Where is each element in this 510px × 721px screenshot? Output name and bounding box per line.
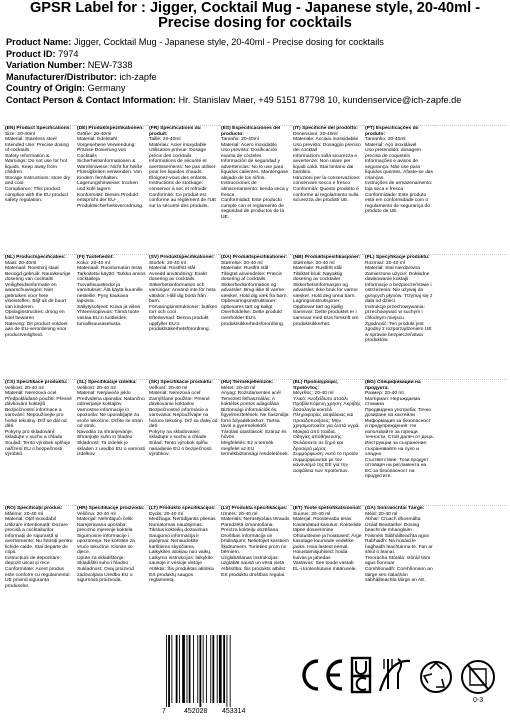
barcode-bar <box>166 635 167 707</box>
language-line: Instrucciones de almacenamiento: tienda seca y fresca <box>221 181 290 198</box>
language-line: Avsedd användning: Exakt dosering av cocktails <box>149 271 209 283</box>
language-line: Conformidade: Este produto está em conformidade com o regulamento de segurança do produto da UE. <box>365 192 432 215</box>
language-line: Materiál: Nerezová oceľ <box>149 391 201 397</box>
language-line: Conformitate: Acest produs este conform cu regulamentul UE privind siguranța produselor. <box>5 567 71 589</box>
language-block <box>363 505 435 629</box>
language-block <box>3 254 75 379</box>
language-line: Megfelelés: Ez a termék megfelel az EU termékbiztonsági rendeletének. <box>221 441 289 458</box>
language-line: Tilsiktet bruk: Nøyaktig dosering av cocktailer <box>293 271 344 283</box>
barcode-bar <box>187 635 188 703</box>
language-block <box>75 379 147 505</box>
language-line: Instructions de stockage: conserver à sec et refroidir <box>149 181 207 193</box>
language-line: Hoiustamisjuhised: hoida kuivas ja jahedas <box>293 550 349 561</box>
food-safe-icon <box>380 659 410 691</box>
language-line: Zamierzone użycie: Dokładne dawkowanie koktajli <box>365 271 431 283</box>
language-line: Faisnéis Sábháilteachta agus Rabhaidh: Ná húsáid le haghaidh leachtanna te. Fan ar shiúl ó leanaí. <box>365 533 435 556</box>
language-line: Material: Edelstahl <box>77 137 118 143</box>
contact-value: Hr. Stanislav Maer, +49 5151 87798 10, kundenservice@ich-zapfe.de <box>178 94 462 105</box>
language-line: Tárolási utasítások: Száraz és hűvös <box>221 429 288 441</box>
language-line: Varnostne informacije in opozorila: Ne uporabljajte za vroče tekočine. Držite se stran od otrok. <box>77 407 145 430</box>
language-heading: (CS) Specifikace produktu: <box>5 380 68 385</box>
language-line: Saugumo informacija ir įspėjimai: Nenaudokite karštiems skysčiams. Laikykitės atokiau nuo vaikų. <box>149 533 212 556</box>
language-line: Mărime: 20-40 ml <box>5 511 44 517</box>
label-title: GPSR Label for : Jigger, Cocktail Mug - Japanese style, 20-40ml - Precise dosing for cocktails <box>29 0 481 31</box>
language-line: Sikkerhedsinformation og advarsler: Brug ikke til varme væsker. Hold dig væk fra børn. <box>221 282 288 299</box>
language-line: Materiaali: Ruostumaton teräs <box>77 266 143 272</box>
barcode-bar <box>212 635 214 703</box>
language-heading: (DE) Produktspezifikationen: <box>77 126 144 131</box>
language-line: Størrelse: 20-40 ml <box>293 260 335 266</box>
language-line: Naleving: Dit product voldoet aan de EU-verordening voor productveiligheid. <box>5 321 69 338</box>
language-line: Anyag: Rozsdamentes acél <box>221 391 281 397</box>
empty-cell <box>435 125 507 254</box>
language-line: Informacje o bezpieczeństwie i ostrzeżenia: Nie używaj do gorących płynów. Trzymaj się z dala od dzieci. <box>365 282 434 305</box>
barcode-bar <box>176 635 178 703</box>
language-line: Material: Nerjaveče jeklo <box>77 391 131 397</box>
language-line: Tilsigtet anvendelse: Præcis dosering af cocktails <box>221 271 284 283</box>
language-line: Yhteensopivuus: Tämä tuote vastaa EU:n tuotteiden turvallisuusasetusta. <box>77 310 141 327</box>
language-block <box>147 254 219 379</box>
language-line: Paredzētā izmantošana: Precīza kokteiļu dozēšana <box>221 522 279 534</box>
barcode-bar <box>217 635 218 703</box>
language-block <box>147 505 219 629</box>
compliance-symbols <box>292 639 502 715</box>
language-line: Pokyny pro skladování: skladujte v suchu a chladu <box>5 429 63 441</box>
language-heading: (NL) Productspecificaties: <box>5 255 66 260</box>
language-line: Συμμόρφωση: Αυτό το προϊόν συμμορφώνεται με τον κανονισμό της ΕΕ για την ασφάλεια των προϊόντων. <box>293 452 360 474</box>
barcode-bar <box>203 635 204 703</box>
language-line: Súlad: Tento výrobok spĺňa nariadenie EÚ o bezpečnosti výrobkov. <box>149 441 213 458</box>
language-line: Material: Stainless steel <box>5 137 57 143</box>
language-grid <box>3 125 507 629</box>
language-line: Conformité: Ce produit est conforme au règlement de l'UE sur la sécurité des produits. <box>149 192 218 209</box>
language-block <box>219 379 291 505</box>
language-line: Úsáid Beartaithe: Dosing beacht de mhanglaim <box>365 522 421 534</box>
barcode-bar <box>226 635 227 707</box>
language-line: Matériau: Acier inoxydable <box>149 142 207 148</box>
barcode-bar <box>206 635 207 703</box>
barcode-bar <box>219 635 222 703</box>
language-line: Navodila za shranjevanje: Shranjujte suho in hladno <box>77 429 135 441</box>
barcode-bar <box>171 635 172 703</box>
language-line: Maat: 20-40ml <box>5 260 37 266</box>
language-line: Informazioni sulla sicurezza e avvertenze: Non usare per liquidi caldi. Stai lontano dai bambini. <box>293 153 359 176</box>
language-heading: (FR) Spécifications du produit: <box>149 126 201 137</box>
language-line: Předpokládané použití: Přesné dávkování koktejlů <box>5 396 74 408</box>
language-line: Opslaginstructies: droog en koel bewaren <box>5 310 66 322</box>
language-line: Tarkoitettu käyttö: Tarkka annos cocktaileja <box>77 271 147 283</box>
language-line: Material: Oțel inoxidabil <box>5 517 56 523</box>
language-line: Atitiktis: Šis produktas atitinka ES produktų saugos reglamentą. <box>149 567 216 584</box>
language-line: Numatomas naudojimas: Tikslus kokteilių dozavimas <box>149 522 208 534</box>
language-heading: (ET) Toote spetsifikatsioonid: <box>293 506 362 511</box>
language-line: Ohutusteave ja hoiatused: Ärge kasutage kuumade vedelike jaoks. Hoia lastest eemal. <box>293 533 363 550</box>
language-line: Materiál: Nerezová ocel <box>5 391 57 397</box>
country-value: Germany <box>87 83 126 94</box>
language-line: Información de seguridad y advertencias: No lo use para líquidos calientes. Manténgase alejado de los niños. <box>221 159 290 181</box>
language-line: Overholdelse: Dette produkt overholder EU's produktsikkerhedsforordning. <box>221 310 285 327</box>
language-line: Lagerungshinweise: trocken und kühl lagern <box>77 181 140 193</box>
language-line: Comhlíonadh: Comhlíonann an táirge seo rialachán sábháilteachta táirge an AE. <box>365 567 435 584</box>
language-line: Intended Use: Precise dosing of cocktails <box>5 142 71 154</box>
language-line: Laikymo instrukcijos: laikykite sausoje ir vėsioje vietoje <box>149 555 215 567</box>
language-block <box>363 254 435 379</box>
manufacturer-row <box>6 72 510 84</box>
language-block <box>75 125 147 254</box>
footer <box>0 627 510 721</box>
language-line: Größe: 20-40ml <box>77 131 112 137</box>
language-line: Vastavus: See toode vastab EL-i tooteohutuse määrusele. <box>293 561 357 573</box>
language-line: Méid: 20-40 ml <box>365 511 398 517</box>
language-line: Säkerhetsinformation och varningar: Använd inte för heta vätskor. Håll dig borta från barn. <box>149 282 217 305</box>
variation-row <box>6 60 510 72</box>
barcode-bar <box>223 635 225 703</box>
language-heading: (EN) Product Specifications: <box>5 126 72 131</box>
svg-text:0-3: 0-3 <box>473 697 484 704</box>
language-line: Instruções de armazenamento: loja seca e fresca <box>365 181 434 193</box>
barcode-bar <box>189 635 191 703</box>
variation-value: NEW-7338 <box>87 60 133 71</box>
language-heading: (FI) Tuotetiedot: <box>77 255 114 260</box>
language-block <box>3 379 75 505</box>
language-line: Treoracha Stórála: stóráil tirim agus fionnuar <box>365 555 432 567</box>
language-heading: (DA) Produktspecifikationer: <box>221 255 288 260</box>
barcode-bar <box>230 635 231 707</box>
language-block <box>291 254 363 379</box>
language-line: Samsvar: Dette produktet er i samsvar med EUs forskrift om produktsikkerhet. <box>293 310 360 327</box>
language-line: Size: 20-40ml <box>5 131 35 137</box>
language-line: Съответствие: Този продукт отговаря на регламента на ЕС за безопасност на продуктите. <box>365 457 430 480</box>
barcode-mid: 452028 <box>184 708 208 715</box>
language-line: Namjeravana uporaba: precizno mjerenje koktela <box>77 522 133 534</box>
language-line: Dimensioni: 20-40ml <box>293 131 338 137</box>
empty-cell <box>435 254 507 379</box>
language-line: Koko: 20-40 ml <box>77 260 110 266</box>
barcode-bar <box>199 635 201 707</box>
language-line: Opbevaringsinstruktioner: opbevares tørt og køligt <box>221 299 279 310</box>
language-block <box>3 125 75 254</box>
language-line: Materiaal: Roestvrij staal <box>5 266 59 272</box>
language-heading: (SL) Specifikacije izdelka: <box>77 380 137 385</box>
language-block <box>219 505 291 629</box>
language-line: Tamanho: 20-40ml <box>365 137 406 143</box>
product-info <box>6 37 510 107</box>
language-line: Veľkosť: 20-40 ml <box>149 385 188 391</box>
language-line: Förvaringsinstruktioner: butiken torr och cool <box>149 304 219 316</box>
language-line: Material: Aço inoxidável <box>365 142 417 148</box>
language-line: Uso previsto: Dosaggio preciso dei cocktail <box>293 142 363 154</box>
language-line: Информация за безопасност и предупреждения: Не използвайте за горещи течности. Стой далеч от деца. <box>365 418 434 441</box>
language-line: Dydis: 20-40 ml <box>149 511 183 517</box>
no-dishwasher-icon <box>462 661 494 704</box>
language-block <box>75 254 147 379</box>
language-block <box>147 125 219 254</box>
language-line: Vorgesehene Verwendung: Präzise Dosierung von Cocktails <box>77 142 138 159</box>
language-line: Bezpečnostné informácie a varovania: Nepoužívajte na horúce tekutiny. Drž sa ďalej od detí. <box>149 407 219 430</box>
language-line: Safety Information & <box>5 153 50 159</box>
language-line: Veiligheidsinformatie en waarschuwingen: Niet gebruiken voor hete vloeistoffen. Blijf uit de buurt van kinderen. <box>5 282 68 310</box>
language-line: Materiale: Rustfrit stål <box>221 266 269 272</box>
language-line: Materjal: Roostevaba teras <box>293 517 352 523</box>
barcode-end: 453314 <box>222 708 246 715</box>
product-name-row <box>6 37 510 49</box>
language-line: Compliance: This product complies with the EU product safety regulation. <box>5 187 70 204</box>
language-block <box>291 505 363 629</box>
barcode-bar <box>210 635 211 703</box>
language-block <box>75 505 147 629</box>
contact-label: Contact Person & Contact Information: <box>6 94 176 105</box>
language-line: Upute za skladištenje: Skladištiti suho i hladno <box>77 555 129 567</box>
language-line: Medžiaga: Nerūdijantis plienas <box>149 517 216 523</box>
language-line: Инструкции за съхранение: съхранявайте на сухо и хладно <box>365 441 429 458</box>
language-line: Sigurnosne informacije i upozorenja: Ne koristite za vruće tekućine. Klonite se djece. <box>77 533 137 556</box>
language-line: Instrucțiuni de depozitare: depozit uscat și rece <box>5 555 63 567</box>
language-line: Lagringsinstruksjoner: Oppbevar tørt og kjølig <box>293 299 343 310</box>
language-line: Material: Rostfritt stål <box>149 266 195 272</box>
language-line: Informações e avisos de segurança: Não use para líquidos quentes. Afaste-se das crianças. <box>365 159 435 181</box>
product-name-value: Jigger, Cocktail Mug - Japanese style, 20-40ml - Precise dosing for cocktails <box>73 37 384 47</box>
language-line: Οδηγίες αποθήκευσης: Φυλάσσετε σε ξηρό και δροσερό μέρος <box>293 435 345 452</box>
language-line: Rozmiar: 20-40 ml <box>365 260 405 266</box>
language-line: Taille: 20-40ml <box>149 137 181 143</box>
language-line: Tervezett felhasználás: A koktélok pontos adagolása <box>221 396 279 408</box>
language-line: Efterlevnad: Denna produkt uppfyller EU:s produktsäkerhetsförordning. <box>149 316 210 333</box>
language-line: Storage Instructions: store dry and cool <box>5 175 72 187</box>
language-line: Conformità: Questo prodotto è conforme al regolamento sulla sicurezza dei prodotti UE. <box>293 187 361 204</box>
product-id-label: Product ID: <box>6 48 56 59</box>
language-line: Πληροφορίες ασφάλειας και προειδοποιήσεις: Μην χρησιμοποιείτε για ζεστά υγρά. Μακριά από παιδιά. <box>293 413 362 435</box>
language-line: Μέγεθος: 20-40 ml <box>293 391 334 397</box>
language-line: Størrelse: 20-40 ml <box>221 260 263 266</box>
language-line: Suurus: 20-40 ml <box>293 511 331 517</box>
language-line: Размер: 20-40 ml <box>365 391 404 397</box>
language-line: Velikost: 20-40 ml <box>5 385 44 391</box>
language-line: Materiāls: Nerūsējošais tērauds <box>221 517 290 523</box>
language-line: Soulad: Tento výrobek splňuje nařízení EU o bezpečnosti výrobků. <box>5 441 72 458</box>
language-line: Pokyny na skladovanie: skladujte v suchu a chlade <box>149 429 207 441</box>
language-line: Zgodność: Ten produkt jest zgodny z rozporządzeniem UE w sprawie bezpieczeństwa produktów. <box>365 321 433 344</box>
language-line: Drošības informācija un brīdinājumi: Nelietojiet karstiem šķidrumiem. Turieties prom no bērniem. <box>221 533 291 556</box>
language-line: Material: Acero inoxidable <box>221 142 278 148</box>
language-heading: (ES) Especificaciones del producto: <box>221 126 281 137</box>
language-line: Materiale: Acciaio inossidabile <box>293 137 359 143</box>
language-line: Istruzioni per la conservazione: conservare secco e fresco <box>293 175 362 187</box>
language-heading: (PT) Especificações do produto: <box>365 126 419 137</box>
language-line: Kavandatud kasutus: Kokteilide täpne doseerimine <box>293 522 363 534</box>
variation-label: Variation Number: <box>6 60 86 71</box>
language-heading: (SK) Špecifikácie produktu: <box>149 380 213 385</box>
language-block <box>291 379 363 505</box>
product-name-label: Product Name: <box>6 37 72 47</box>
language-line: Sukladnost: Ovaj proizvod zadovoljava Uredbu EU o sigurnosti proizvoda. <box>77 567 136 584</box>
language-line: Warnings: Do not use for hot liquids. Keep away from children. <box>5 159 69 176</box>
barcode-bar <box>193 635 194 703</box>
ce-mark-icon <box>304 661 342 689</box>
barcode <box>160 631 260 715</box>
language-block <box>219 254 291 379</box>
recycle-icon <box>421 662 451 692</box>
manufacturer-value: ich-zapfe <box>119 71 157 82</box>
language-line: Υλικό: Ανοξείδωτο ατσάλι <box>293 396 348 402</box>
language-heading: (NB) Produktspesifikasjoner: <box>293 255 361 260</box>
language-line: Velikost: 20-40 ml <box>77 385 116 391</box>
language-line: Konformität: Dieses Produkt entspricht der EU-Produktsicherheitsverordnung. <box>77 192 144 209</box>
language-block <box>363 125 435 254</box>
language-line: Izmērs: 20-40 ml <box>221 511 258 517</box>
language-line: Veličina: 20-40 ml <box>77 511 116 517</box>
country-label: Country of Origin: <box>6 83 86 94</box>
language-heading: (HR) Specifikacije proizvoda: <box>77 506 145 511</box>
language-line: Προβλεπόμενη χρήση: Ακριβής δοσολογία κοκτέιλ <box>293 402 363 413</box>
language-line: Tamaño: 20-40ml <box>221 137 259 143</box>
empty-cell <box>435 505 507 629</box>
country-row <box>6 83 510 95</box>
language-heading: (LV) Produkta specifikācijas: <box>221 506 288 511</box>
language-heading: (HU) Termékjellemzők: <box>221 380 274 385</box>
language-line: Utilizare intenționată: Dozare precisă a cocktailurilor <box>5 522 70 534</box>
contact-row <box>6 95 510 107</box>
barcode-prefix: 7 <box>162 708 166 715</box>
gpsr-label <box>0 1 510 721</box>
language-line: Instrukcje przechowywania: przechowywać w suchym i chłodnym miejscu <box>365 304 427 322</box>
product-id-row <box>6 49 510 61</box>
barcode-bar <box>179 635 180 703</box>
language-line: Sikkerhetsinformasjon og advarsler: Ikke bruk for varme væsker. Hold deg unna barn. <box>293 282 360 299</box>
language-line: Предвидена употреба: Точно дозиране на коктейли <box>365 407 433 419</box>
language-line: Conformidad: Este producto cumple con el reglamento de seguridad de productos de la UE. <box>221 198 286 220</box>
barcode-bar <box>197 635 198 703</box>
language-heading: (BG) Спецификации на продукта: <box>365 380 421 391</box>
barcode-bar <box>168 635 170 707</box>
language-line: Utilisation prévue: Dosage précis des cocktails <box>149 148 208 159</box>
language-line: Skladnost: Ta izdelek je skladen z uredbo EU o varnosti izdelkov. <box>77 441 147 458</box>
language-line: Sicherheitsinformationen & Warnhinweise: Nicht für heiße Flüssigkeiten verwenden. Von Kindern fernhalten. <box>77 159 144 181</box>
empty-cell <box>435 379 507 505</box>
language-heading: (SV) Produktspecifikationer: <box>149 255 215 260</box>
language-line: Materiale: Rustfritt stål <box>293 266 342 272</box>
language-heading: (EL) Προδιαγραφές προϊόντος: <box>293 380 338 391</box>
language-line: Turvallisuustiedot ja varoitukset: Älä käytä kuumille nesteille. Pysy kaukana lapsista. <box>77 282 145 305</box>
language-line: Zamýšľané použitie: Presné dávkovanie koktailov <box>149 396 212 408</box>
language-block <box>363 379 435 505</box>
language-block <box>3 505 75 629</box>
language-line: Predvidena uporaba: Natančno odmerjanje koktajlov <box>77 396 147 408</box>
language-line: Säilytysohjeet: Kuiva ja viileä <box>77 304 140 310</box>
language-block <box>291 125 363 254</box>
language-line: Informations de sécurité et avertissements: Ne pas utiliser pour les liquides chauds. Éloignez-vous des enfants. <box>149 159 217 181</box>
language-line: Материал: Неръждаема стомана <box>365 396 422 408</box>
language-line: Uso pretendido: dosagem precisa de coquetéis <box>365 148 423 159</box>
language-block <box>147 379 219 505</box>
language-line: Ábhar: Cruach dhosmálta <box>365 517 421 523</box>
language-line: Atbilstība: Šis produkts atbilst ES produktu drošības regulai. <box>221 567 287 578</box>
language-line: Bezpečnostní informace a varování: Nepoužívejte pro horké tekutiny. Drž se dál od dětí. <box>5 407 68 430</box>
language-line: Beoogd gebruik: Nauwkeurige dosering van cocktails <box>5 271 72 283</box>
barcode-bar <box>182 635 185 703</box>
language-line: Materiał: Stal nierdzewna <box>365 266 420 272</box>
manufacturer-label: Manufacturer/Distributor: <box>6 71 117 82</box>
language-block <box>219 125 291 254</box>
language-line: Storlek: 20-40 ml <box>149 260 186 266</box>
language-heading: (RO) Specificații produs: <box>5 506 63 511</box>
language-line: Méret: 20-40 ml <box>221 385 256 391</box>
language-heading: (PL) Specyfikacje produktu: <box>365 255 430 260</box>
language-line: Informații de siguranță și avertismente: Nu folosiți pentru lichide calde. Stai departe de copii. <box>5 533 74 556</box>
language-heading: (GA) Sonraíochtaí Táirge: <box>365 506 425 511</box>
language-line: Materijal: Nehrđajući čelik <box>77 517 133 523</box>
language-heading: (IT) Specifiche del prodotto: <box>293 126 358 131</box>
ukca-mark-icon <box>352 658 370 692</box>
language-heading: (LT) Produkto specifikacijos: <box>149 506 216 511</box>
language-line: Biztonsági információk és figyelmeztetések: Ne használja forró folyadékokhoz. Tartsa távol a gyermekektől. <box>221 407 290 430</box>
language-line: Uso previsto: Dosificación exacta de cócteles <box>221 148 279 159</box>
product-id-value: 7974 <box>58 48 79 59</box>
language-line: Uzglabāšanas instrukcijas: uzglabāt sausā un vēsā vietā <box>221 555 285 567</box>
